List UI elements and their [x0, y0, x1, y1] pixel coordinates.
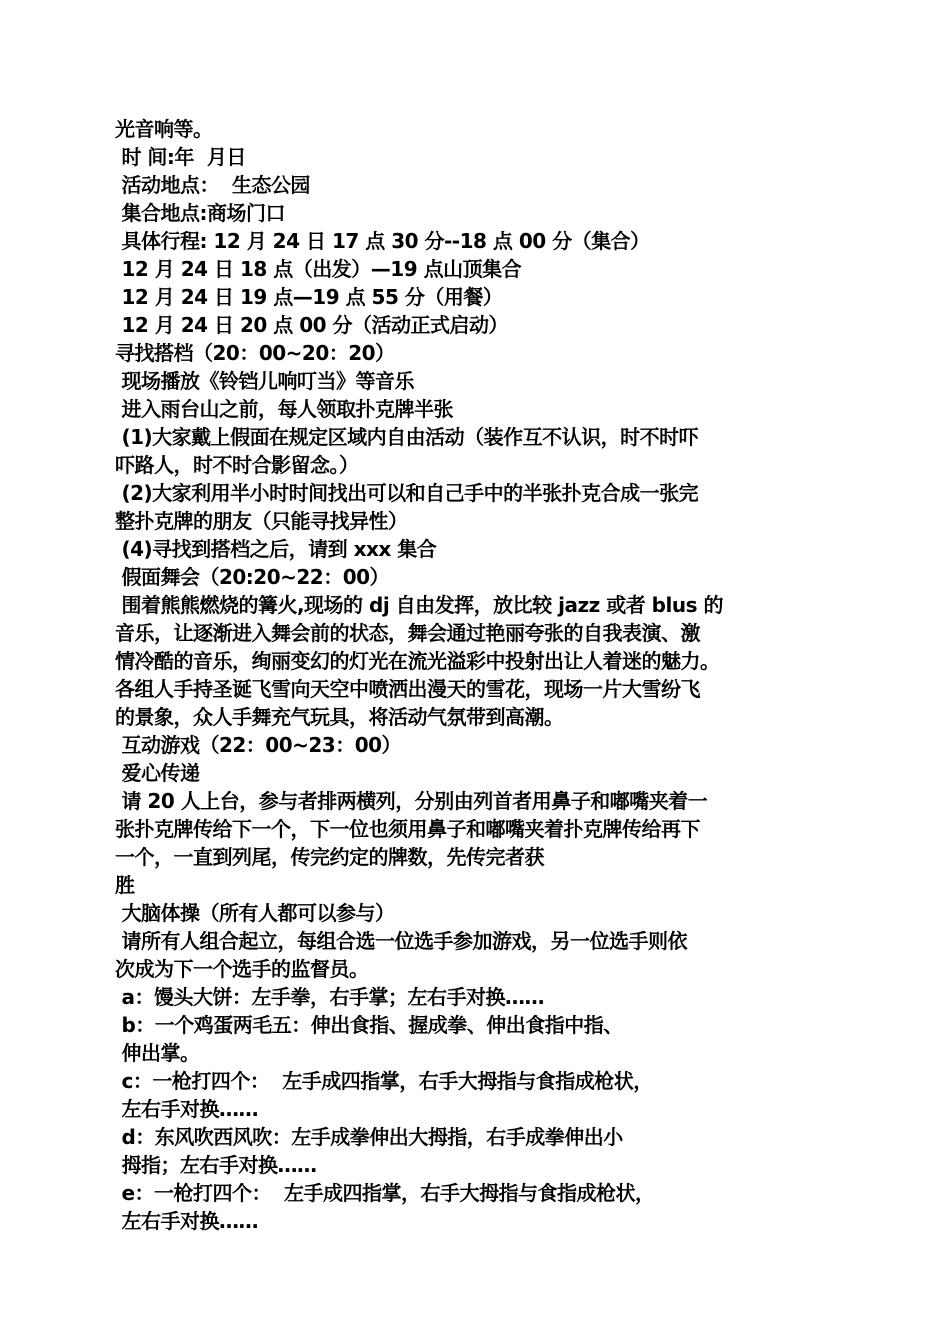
text-line: 音乐，让逐渐进入舞会前的状态，舞会通过艳丽夸张的自我表演、激	[115, 621, 700, 645]
text-line: 各组人手持圣诞飞雪向天空中喷洒出漫天的雪花，现场一片大雪纷飞	[115, 677, 700, 701]
text-line: d：东风吹西风吹：左手成拳伸出大拇指，右手成拳伸出小	[115, 1125, 623, 1149]
text-line: 光音响等。	[115, 117, 213, 141]
text-line: 整扑克牌的朋友（只能寻找异性）	[115, 509, 408, 533]
text-line: 假面舞会（20:20~22：00）	[115, 565, 390, 589]
text-line: 现场播放《铃铛儿响叮当》等音乐	[115, 369, 414, 393]
text-line: 寻找搭档（20：00~20：20）	[115, 341, 395, 365]
text-line: 请 20 人上台，参与者排两横列，分别由列首者用鼻子和嘟嘴夹着一	[115, 789, 708, 813]
text-line: 互动游戏（22：00~23：00）	[115, 733, 402, 757]
text-line: 12 月 24 日 20 点 00 分（活动正式启动）	[115, 313, 509, 337]
text-line: (2)大家利用半小时时间找出可以和自己手中的半张扑克合成一张完	[115, 481, 699, 505]
text-line: 活动地点： 生态公园	[115, 173, 310, 197]
text-line: 情冷酷的音乐，绚丽变幻的灯光在流光溢彩中投射出让人着迷的魅力。	[115, 649, 720, 673]
text-line: 次成为下一个选手的监督员。	[115, 957, 369, 981]
text-line: 左右手对换……	[115, 1097, 258, 1121]
text-line: 12 月 24 日 18 点（出发）—19 点山顶集合	[115, 257, 522, 281]
text-line: 大脑体操（所有人都可以参与）	[115, 901, 395, 925]
text-line: b：一个鸡蛋两毛五：伸出食指、握成拳、伸出食指中指、	[115, 1013, 623, 1037]
text-line: e：一枪打四个： 左手成四指掌，右手大拇指与食指成枪状，	[115, 1181, 655, 1205]
text-line: 拇指；左右手对换……	[115, 1153, 317, 1177]
text-line: 进入雨台山之前，每人领取扑克牌半张	[115, 397, 453, 421]
text-line: 12 月 24 日 19 点—19 点 55 分（用餐）	[115, 285, 503, 309]
text-line: a：馒头大饼：左手拳，右手掌；左右手对换……	[115, 985, 544, 1009]
text-line: 吓路人，时不时合影留念。）	[115, 453, 359, 477]
text-line: 时 间:年 月日	[115, 145, 246, 169]
text-line: 具体行程: 12 月 24 日 17 点 30 分--18 点 00 分（集合）	[115, 229, 650, 253]
text-line: 胜	[115, 873, 135, 897]
text-line: 集合地点:商场门口	[115, 201, 285, 225]
text-line: 张扑克牌传给下一个，下一位也须用鼻子和嘟嘴夹着扑克牌传给再下	[115, 817, 700, 841]
text-line: 左右手对换……	[115, 1209, 258, 1233]
text-line: 围着熊熊燃烧的篝火,现场的 dj 自由发挥，放比较 jazz 或者 blus 的	[115, 593, 723, 617]
text-line: 的景象，众人手舞充气玩具，将活动气氛带到高潮。	[115, 705, 564, 729]
text-line: 请所有人组合起立，每组合选一位选手参加游戏，另一位选手则依	[115, 929, 687, 953]
document-body	[115, 115, 860, 1235]
text-line: (4)寻找到搭档之后，请到 xxx 集合	[115, 537, 437, 561]
text-line: c：一枪打四个： 左手成四指掌，右手大拇指与食指成枪状，	[115, 1069, 653, 1093]
text-line: 爱心传递	[115, 761, 200, 785]
text-line: 一个，一直到列尾，传完约定的牌数，先传完者获	[115, 845, 544, 869]
text-line: 伸出掌。	[115, 1041, 200, 1065]
text-line: (1)大家戴上假面在规定区域内自由活动（装作互不认识，时不时吓	[115, 425, 699, 449]
